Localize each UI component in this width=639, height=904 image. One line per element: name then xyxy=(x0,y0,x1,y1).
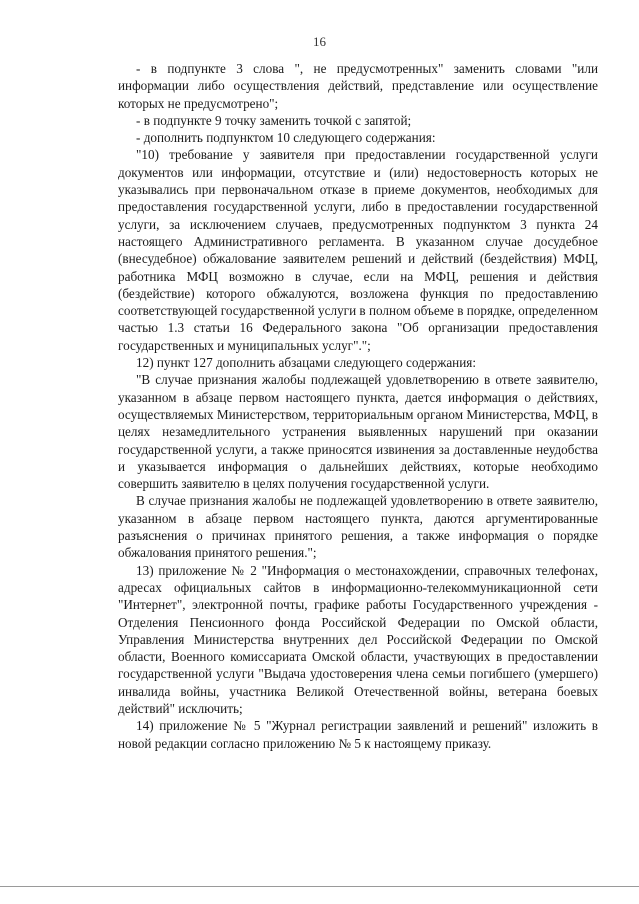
page-bottom-edge xyxy=(0,886,639,887)
paragraph-point-14: 14) приложение № 5 "Журнал регистрации заявлений и решений" изложить в новой редакции согласно приложению № 5 к настоящему приказу. xyxy=(118,718,598,751)
page-number: 16 xyxy=(313,34,326,49)
paragraph-subpoint-3: - в подпункте 3 слова ", не предусмотренных" заменить словами "или информации либо осуществления действий, представление или осуществление которых не предусмотрено"; xyxy=(118,61,598,111)
paragraph-subpoint-9: - в подпункте 9 точку заменить точкой с запятой; xyxy=(136,112,412,128)
paragraph-complaint-rejected: В случае признания жалобы не подлежащей удовлетворению в ответе заявителю, указанном в абзаце первом настоящего пункта, даются аргументированные разъяснения о причинах принятого решения, а также информация о порядке обжалования принятого решения."; xyxy=(118,493,598,561)
paragraph-point-12: 12) пункт 127 дополнить абзацами следующего содержания: xyxy=(136,355,477,371)
document-body xyxy=(118,60,598,752)
paragraph-complaint-satisfied: "В случае признания жалобы подлежащей удовлетворению в ответе заявителю, указанном в абзаце первом настоящего пункта, дается информация о действиях, осуществляемых Министерством, территориальным органом Министерства, МФЦ, в целях незамедлительного устранения выявленных нарушений при оказании государственной услуги, а также приносятся извинения за доставленные неудобства и указывается информация о дальнейших действиях, которые необходимо совершить заявителю в целях получения государственной услуги. xyxy=(118,372,598,492)
paragraph-subpoint-10-text: "10) требование у заявителя при предоставлении государственной услуги документов или информации, отсутствие и (или) недостоверность которых не указывались при первоначальном отказе в приеме документов, необходимых для предоставления государственной услуги, либо в предоставлении государственной услуги, за исключением случаев, предусмотренных подпунктом 3 пункта 24 настоящего Административного регламента. В указанном случае досудебное (внесудебное) обжалование заявителем решений и действий (бездействия) МФЦ, работника МФЦ возможно в случае, если на МФЦ, решения и действия (бездействие) которого обжалуются, возложена функция по предоставлению соответствующей государственной услуги в полном объеме в порядке, определенном частью 1.3 статьи 16 Федерального закона "Об организации предоставления государственных и муниципальных услуг"."; xyxy=(118,147,598,353)
paragraph-point-13: 13) приложение № 2 "Информация о местонахождении, справочных телефонах, адресах официальных сайтов в информационно-телекоммуникационной сети "Интернет", электронной почты, графике работы Государственного учреждения - Отделения Пенсионного фонда Российской Федерации по Омской области, Управления Министерства внутренних дел Российской Федерации по Омской области, Военного комиссариата Омской области, участвующих в предоставлении государственной услуги "Выдача удостоверения члена семьи погибшего (умершего) инвалида войны, участника Великой Отечественной войны, ветерана боевых действий" исключить; xyxy=(118,562,598,716)
paragraph-add-subpoint-10: - дополнить подпунктом 10 следующего содержания: xyxy=(136,130,436,146)
